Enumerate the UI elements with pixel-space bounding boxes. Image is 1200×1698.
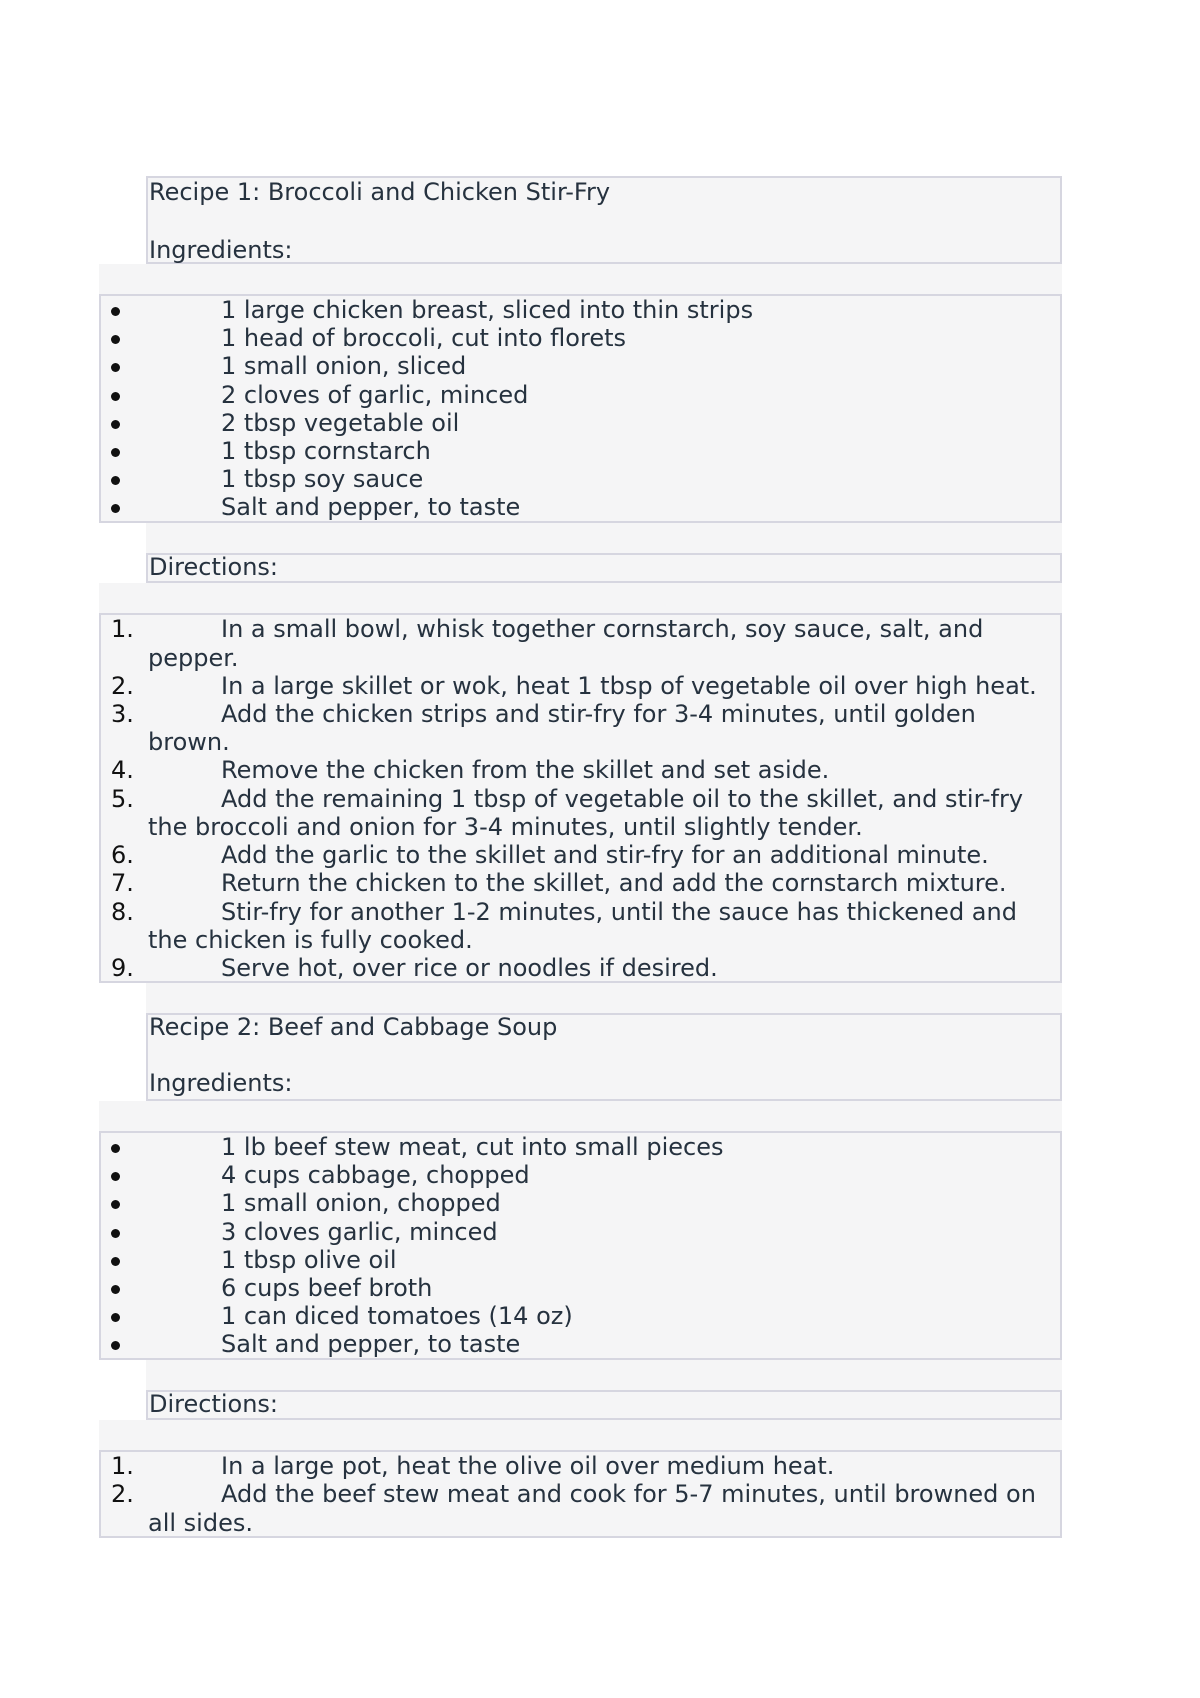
bullet-icon <box>111 307 120 316</box>
recipe-2-title-block <box>146 1013 1062 1101</box>
list-item: 4 cups cabbage, chopped <box>101 1161 1060 1189</box>
recipe-1-title: Recipe 1: Broccoli and Chicken Stir-Fry <box>149 178 611 206</box>
bullet-icon <box>111 1341 120 1350</box>
list-item: 1 large chicken breast, sliced into thin strips <box>101 296 1060 324</box>
recipe-1-directions-heading: Directions: <box>149 553 279 581</box>
bullet-icon <box>111 1229 120 1238</box>
list-item: 3 cloves garlic, minced <box>101 1218 1060 1246</box>
list-item: 2 tbsp vegetable oil <box>101 409 1060 437</box>
list-item: 2. Add the beef stew meat and cook for 5-7 minutes, until browned on all sides. <box>111 1480 1036 1537</box>
bullet-icon <box>111 392 120 401</box>
list-item: 6 cups beef broth <box>101 1274 1060 1302</box>
list-item: 1 small onion, sliced <box>101 352 1060 380</box>
recipe-1-ingredients-heading: Ingredients: <box>149 235 293 264</box>
spacer <box>99 1420 1062 1450</box>
list-item: 1. In a large pot, heat the olive oil over medium heat. <box>111 1452 835 1480</box>
list-item: 8. Stir-fry for another 1-2 minutes, until the sauce has thickened and the chicken is fully cooked. <box>111 897 1017 955</box>
list-item: Salt and pepper, to taste <box>101 1330 1060 1358</box>
bullet-icon <box>111 1285 120 1294</box>
list-item: 7. Return the chicken to the skillet, and add the cornstarch mixture. <box>111 869 1007 898</box>
list-item: Salt and pepper, to taste <box>101 493 1060 521</box>
recipe-2-title: Recipe 2: Beef and Cabbage Soup <box>149 1013 558 1041</box>
list-item: 3. Add the chicken strips and stir-fry for 3-4 minutes, until golden brown. <box>111 699 976 757</box>
list-item: 1 tbsp olive oil <box>101 1246 1060 1274</box>
recipe-1-directions-list <box>99 613 1062 983</box>
bullet-icon <box>111 1313 120 1322</box>
list-item: 2 cloves of garlic, minced <box>101 381 1060 409</box>
bullet-icon <box>111 420 120 429</box>
list-item: 9. Serve hot, over rice or noodles if desired. <box>111 954 718 983</box>
bullet-icon <box>111 504 120 513</box>
spacer <box>99 1101 1062 1131</box>
recipe-1-directions-heading-block <box>146 553 1062 583</box>
spacer <box>146 1360 1062 1390</box>
recipe-2-directions-heading: Directions: <box>149 1390 279 1418</box>
list-item: 1 tbsp soy sauce <box>101 465 1060 493</box>
list-item: 1 lb beef stew meat, cut into small pieces <box>101 1133 1060 1161</box>
bullet-icon <box>111 1200 120 1209</box>
spacer <box>146 523 1062 553</box>
list-item: 1 head of broccoli, cut into florets <box>101 324 1060 352</box>
bullet-icon <box>111 1144 120 1153</box>
list-item: 1 small onion, chopped <box>101 1189 1060 1217</box>
spacer <box>99 264 1062 294</box>
bullet-icon <box>111 363 120 372</box>
bullet-icon <box>111 476 120 485</box>
bullet-icon <box>111 1257 120 1266</box>
bullet-icon <box>111 1172 120 1181</box>
list-item: 2. In a large skillet or wok, heat 1 tbsp of vegetable oil over high heat. <box>111 671 1037 700</box>
list-item: 4. Remove the chicken from the skillet and set aside. <box>111 756 830 785</box>
list-item: 6. Add the garlic to the skillet and stir-fry for an additional minute. <box>111 841 989 870</box>
bullet-icon <box>111 335 120 344</box>
recipe-2-directions-list <box>99 1450 1062 1538</box>
recipe-2-ingredients-list <box>99 1131 1062 1360</box>
list-item: 1 can diced tomatoes (14 oz) <box>101 1302 1060 1330</box>
list-item: 1. In a small bowl, whisk together cornstarch, soy sauce, salt, and pepper. <box>111 615 984 672</box>
spacer <box>146 983 1062 1013</box>
list-item: 5. Add the remaining 1 tbsp of vegetable oil to the skillet, and stir-fry the broccoli and onion for 3-4 minutes, until slightly tender. <box>111 784 1024 842</box>
recipe-1-title-block <box>146 176 1062 264</box>
spacer <box>99 583 1062 613</box>
recipe-2-directions-heading-block <box>146 1390 1062 1420</box>
recipe-1-ingredients-list <box>99 294 1062 523</box>
bullet-icon <box>111 448 120 457</box>
recipe-2-ingredients-heading: Ingredients: <box>149 1068 293 1097</box>
list-item: 1 tbsp cornstarch <box>101 437 1060 465</box>
